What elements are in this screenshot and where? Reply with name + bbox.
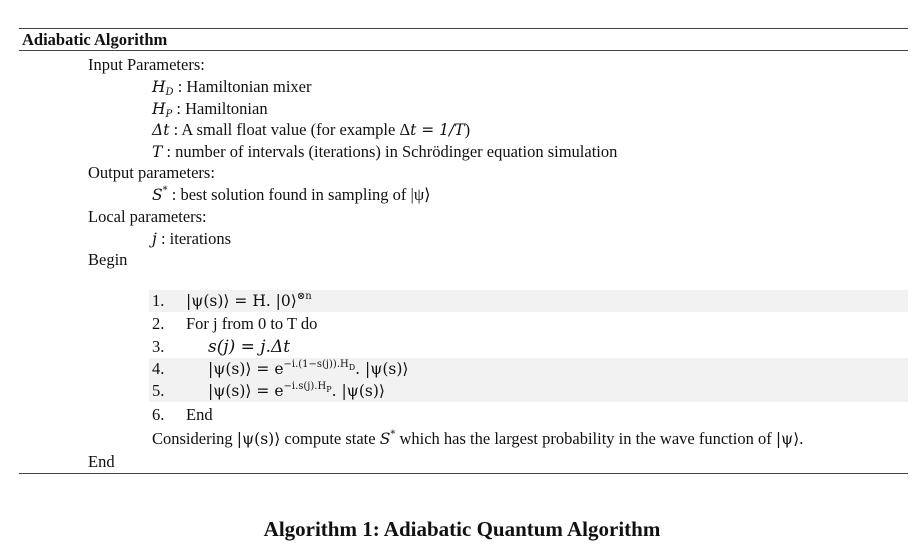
begin-label: Begin bbox=[88, 250, 128, 269]
t-symbol: T bbox=[152, 143, 163, 161]
delta-t-symbol: Δt bbox=[152, 121, 170, 139]
hd-symbol: $H_D$ bbox=[152, 78, 174, 98]
hp-description: : Hamiltonian bbox=[176, 99, 268, 118]
step-number: 3. bbox=[152, 337, 165, 356]
end-label: End bbox=[88, 452, 115, 471]
top-rule bbox=[19, 28, 908, 29]
input-delta-t bbox=[152, 120, 470, 140]
output-parameters-header: Output parameters: bbox=[88, 163, 215, 182]
step-6 bbox=[152, 405, 213, 425]
step-4-formula: |ψ(s)⟩ = $e^{-i.(1-s(j)).H_D}$. |ψ(s)⟩ bbox=[208, 359, 409, 378]
considering-statement: Considering |ψ(s)⟩ compute state S* which has the largest probability in the wave function of |ψ⟩. bbox=[152, 429, 804, 448]
step-number: 2. bbox=[152, 314, 165, 333]
s-star-symbol: S* bbox=[152, 185, 168, 204]
step-3-formula: s(j) = j.Δt bbox=[208, 337, 291, 357]
hd-description: : Hamiltonian mixer bbox=[177, 77, 312, 96]
input-hp bbox=[152, 99, 268, 119]
step-4 bbox=[152, 359, 408, 379]
delta-t-close: ) bbox=[464, 120, 471, 139]
input-hd bbox=[152, 77, 312, 97]
algorithm-caption: Algorithm 1: Adiabatic Quantum Algorithm bbox=[263, 517, 661, 541]
step-1 bbox=[152, 291, 312, 311]
step-5 bbox=[152, 381, 385, 401]
step-number: 6. bbox=[152, 405, 165, 424]
j-description: : iterations bbox=[160, 229, 232, 248]
hp-symbol: $H_P$ bbox=[152, 100, 173, 120]
step-1-formula: |ψ(s)⟩ = H. |0⟩$^{\otimes n}$ bbox=[186, 291, 312, 310]
j-symbol: j bbox=[152, 230, 157, 248]
output-s-star bbox=[152, 185, 431, 205]
step-number: 5. bbox=[152, 381, 165, 400]
step-5-formula: |ψ(s)⟩ = $e^{-i.s(j).H_P}$. |ψ(s)⟩ bbox=[208, 381, 385, 400]
delta-t-formula: t = 1/T bbox=[410, 121, 465, 139]
s-star-description: : best solution found in sampling of |ψ⟩ bbox=[171, 185, 431, 204]
step-number: 1. bbox=[152, 291, 165, 310]
table-title: Adiabatic Algorithm bbox=[22, 30, 168, 49]
step-2-text: For j from 0 to T do bbox=[186, 314, 318, 333]
title-rule bbox=[19, 50, 908, 51]
delta-t-description: : A small float value (for example Δ bbox=[173, 120, 411, 139]
step-6-text: End bbox=[186, 405, 213, 424]
local-j bbox=[152, 229, 231, 249]
step-number: 4. bbox=[152, 359, 165, 378]
bottom-rule bbox=[19, 473, 908, 474]
input-t bbox=[152, 142, 617, 162]
step-2 bbox=[152, 314, 317, 334]
t-description: : number of intervals (iterations) in Schrödinger equation simulation bbox=[166, 142, 618, 161]
step-3 bbox=[152, 337, 290, 357]
local-parameters-header: Local parameters: bbox=[88, 207, 207, 226]
input-parameters-header: Input Parameters: bbox=[88, 55, 205, 74]
